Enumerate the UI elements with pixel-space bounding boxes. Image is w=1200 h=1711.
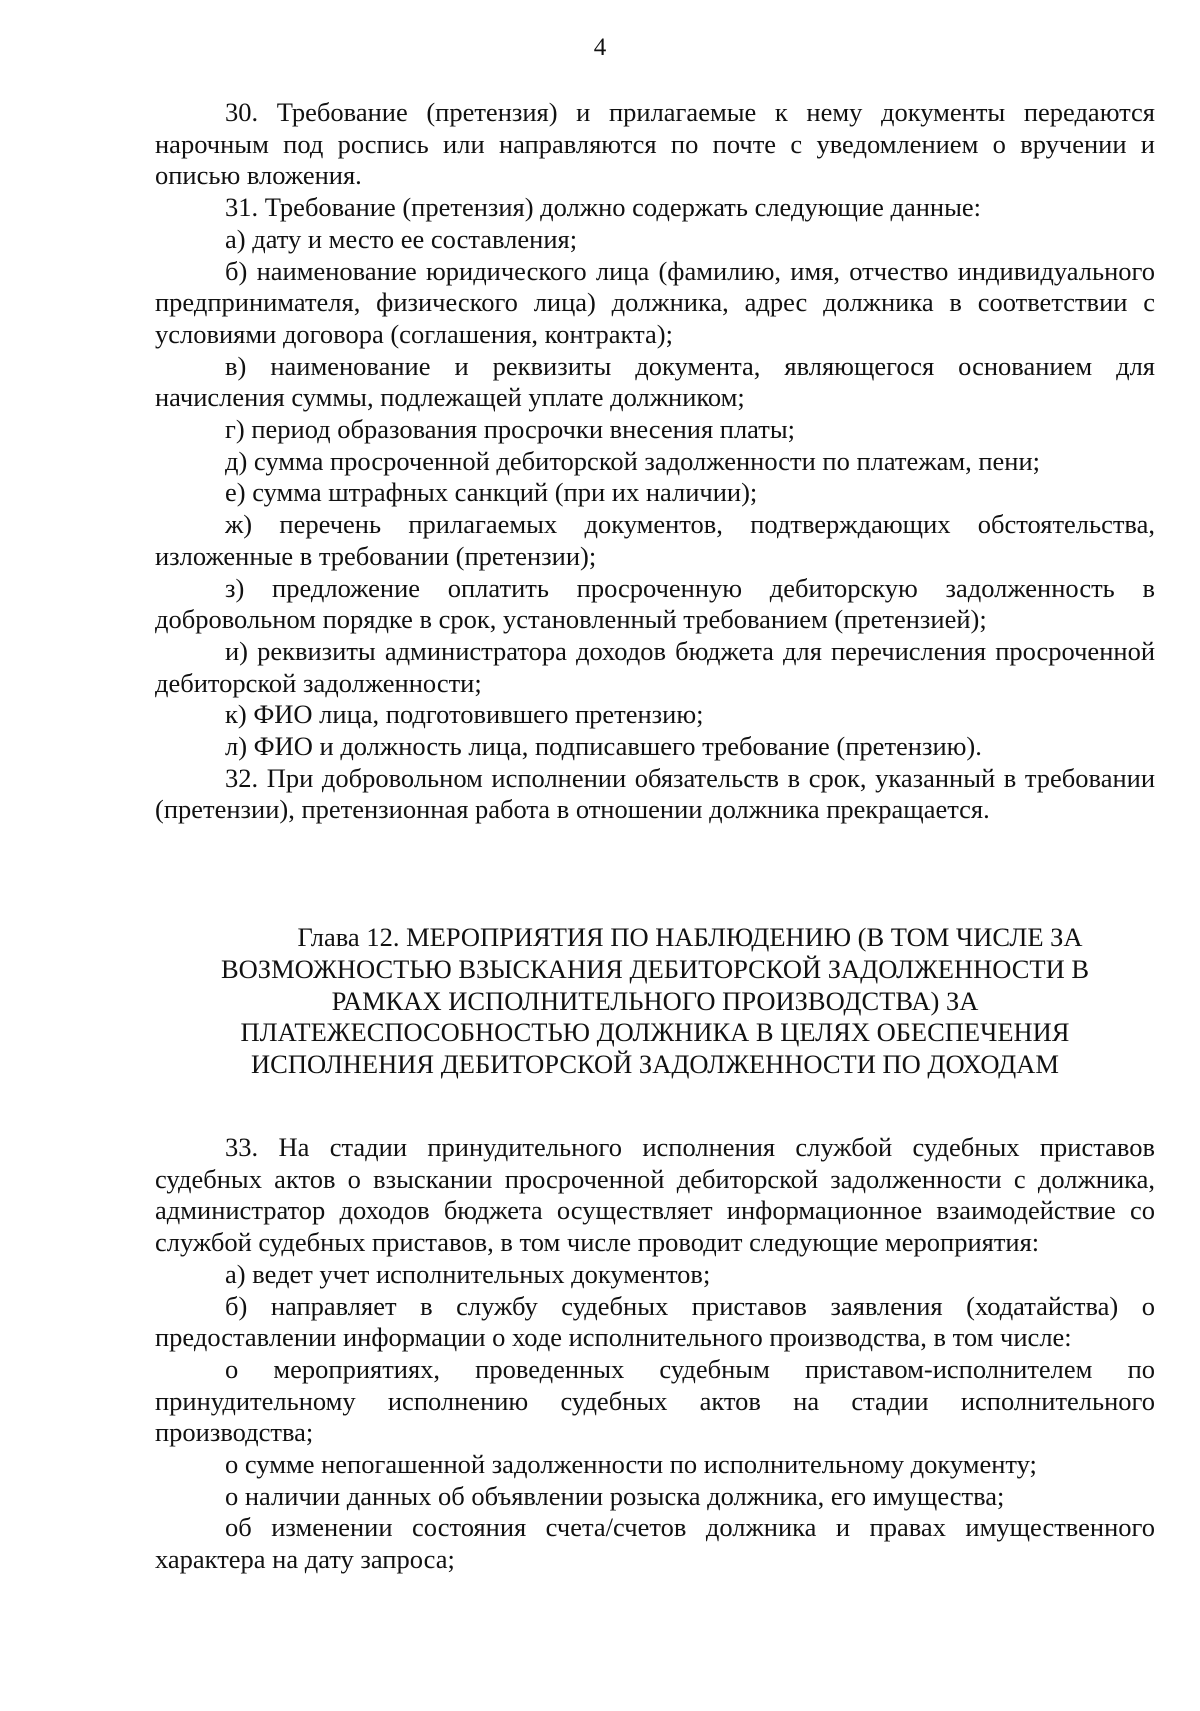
list-item-v: в) наименование и реквизиты документа, являющегося основанием для начисления суммы, подлежащей уплате должником; — [155, 350, 1155, 413]
paragraph-30: 30. Требование (претензия) и прилагаемые к нему документы передаются нарочным под роспись или направляются по почте с уведомлением о вручении и описью вложения. — [155, 97, 1155, 191]
sub-item-debt-sum: о сумме непогашенной задолженности по исполнительному документу; — [225, 1449, 1037, 1480]
sub-item-measures: о мероприятиях, проведенных судебным приставом-исполнителем по принудительному исполнению судебных актов на стадии исполнительного производства; — [155, 1353, 1155, 1448]
chapter-title-line: ИСПОЛНЕНИЯ ДЕБИТОРСКОЙ ЗАДОЛЖЕННОСТИ ПО ДОХОДАМ — [251, 1049, 1059, 1080]
list-item-e: е) сумма штрафных санкций (при их наличии); — [225, 477, 758, 508]
list-item-i: и) реквизиты администратора доходов бюджета для перечисления просроченной дебиторской задолженности; — [155, 635, 1155, 698]
list-item-a: а) дату и место ее составления; — [225, 223, 578, 254]
list-item-k: к) ФИО лица, подготовившего претензию; — [225, 699, 704, 730]
paragraph-32: 32. При добровольном исполнении обязательств в срок, указанный в требовании (претензии), претензионная работа в отношении должника прекращается. — [155, 762, 1155, 825]
list-item-zh: ж) перечень прилагаемых документов, подтверждающих обстоятельства, изложенные в требовании (претензии); — [155, 509, 1155, 571]
list-item-a: а) ведет учет исполнительных документов; — [225, 1258, 711, 1289]
text-block-claims — [155, 97, 1155, 826]
list-item-l: л) ФИО и должность лица, подписавшего требование (претензию). — [225, 731, 982, 762]
page-number: 4 — [593, 34, 607, 61]
list-item-b: б) наименование юридического лица (фамилию, имя, отчество индивидуального предпринимателя, физического лица) должника, адрес должника в соответствии с условиями договора (соглашения, контракта); — [155, 255, 1155, 349]
chapter-title — [155, 922, 1155, 1081]
chapter-title-line: РАМКАХ ИСПОЛНИТЕЛЬНОГО ПРОИЗВОДСТВА) ЗА — [331, 985, 979, 1016]
text-block-enforcement — [155, 1132, 1155, 1576]
chapter-title-line: ПЛАТЕЖЕСПОСОБНОСТЬЮ ДОЛЖНИКА В ЦЕЛЯХ ОБЕСПЕЧЕНИЯ — [240, 1017, 1070, 1048]
sub-item-accounts: об изменении состояния счета/счетов должника и правах имущественного характера на дату запроса; — [155, 1512, 1155, 1575]
paragraph-33: 33. На стадии принудительного исполнения службой судебных приставов судебных актов о взыскании просроченной дебиторской задолженности с должника, администратор доходов бюджета осуществляет информационное взаимодействие со службой судебных приставов, в том числе проводит следующие мероприятия: — [155, 1132, 1155, 1258]
sub-item-search: о наличии данных об объявлении розыска должника, его имущества; — [225, 1480, 1005, 1511]
list-item-b: б) направляет в службу судебных приставов заявления (ходатайства) о предоставлении информации о ходе исполнительного производства, в том числе: — [155, 1290, 1155, 1353]
list-item-g: г) период образования просрочки внесения платы; — [225, 414, 795, 445]
chapter-title-line: Глава 12. МЕРОПРИЯТИЯ ПО НАБЛЮДЕНИЮ (В ТОМ ЧИСЛЕ ЗА — [297, 922, 1083, 952]
chapter-title-line: ВОЗМОЖНОСТЬЮ ВЗЫСКАНИЯ ДЕБИТОРСКОЙ ЗАДОЛЖЕННОСТИ В — [220, 953, 1090, 984]
list-item-d: д) сумма просроченной дебиторской задолженности по платежам, пени; — [225, 445, 1041, 476]
list-item-z: з) предложение оплатить просроченную дебиторскую задолженность в добровольном порядке в срок, установленный требованием (претензией); — [155, 572, 1155, 635]
paragraph-31: 31. Требование (претензия) должно содержать следующие данные: — [225, 192, 982, 223]
